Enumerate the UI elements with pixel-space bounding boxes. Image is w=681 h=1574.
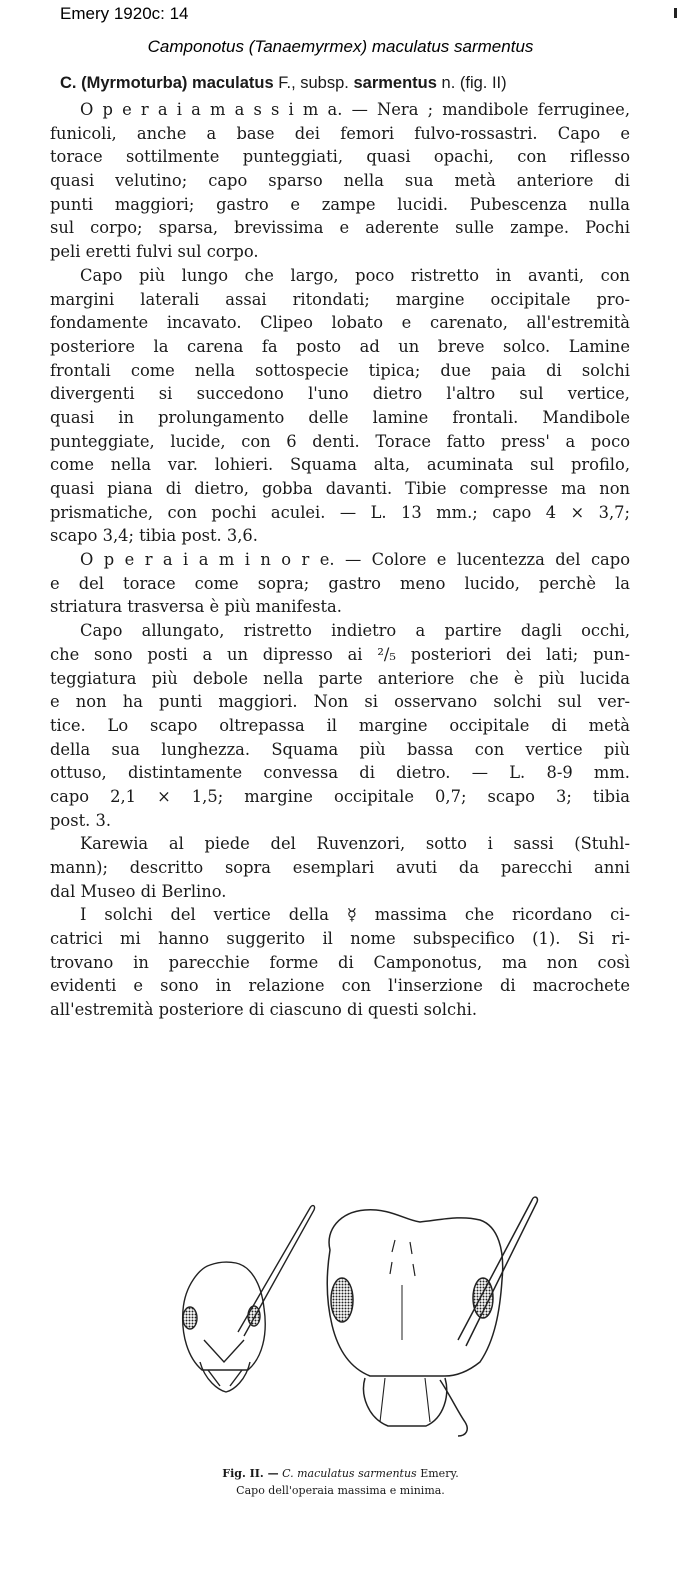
text-line: quasi piana di dietro, gobba davanti. Tibie compresse ma non (50, 479, 630, 498)
caption-label: Fig. II. — (222, 1467, 279, 1480)
author-rank: F., subsp. (278, 74, 349, 92)
corner-mark (674, 8, 677, 18)
text-line: frontali come nella sottospecie tipica; due paia di solchi (50, 360, 630, 380)
text-line: quasi velutino; capo sparso nella sua metà anteriore di (50, 171, 630, 191)
subspecies-name: sarmentus (353, 74, 437, 92)
paragraph-locality (50, 832, 630, 903)
paragraph-minor-head (50, 619, 630, 832)
text-line: Capo più lungo che largo, poco ristretto in avanti, con (80, 265, 630, 285)
text-line: post. 3. (50, 810, 112, 830)
text-line: e non ha punti maggiori. Non si osservano solchi sul ver- (50, 692, 630, 712)
text-line: O p e r a i a m a s s i m a. — Nera ; mandibole ferruginee, (80, 100, 630, 119)
paragraph-etymology (50, 903, 630, 1021)
text-line: teggiatura più debole nella parte anteriore che è più lucida (50, 668, 630, 688)
text-line: punti maggiori; gastro e zampe lucidi. Pubescenza nulla (50, 194, 630, 214)
subgenus-name: (Myrmoturba) (81, 74, 188, 92)
text-line: che sono posti a un dipresso ai ²/₅ posteriori dei lati; pun- (50, 644, 630, 664)
text-line: torace sottilmente punteggiati, quasi opachi, con riflesso (50, 147, 630, 167)
text-line: margini laterali assai ritondati; margine occipitale pro- (50, 289, 630, 309)
species-name: maculatus (192, 74, 274, 92)
text-line: scapo 3,4; tibia post. 3,6. (50, 526, 258, 546)
text-line: dal Museo di Berlino. (50, 881, 227, 901)
text-line: posteriore la carena fa posto ad un breve solco. Lamine (50, 336, 630, 356)
text-line: Karewia al piede del Ruvenzori, sotto i sassi (Stuhl- (80, 834, 630, 854)
caption-author: Emery. (420, 1467, 459, 1480)
caption-taxon: C. maculatus sarmentus (282, 1467, 417, 1480)
citation-header: Emery 1920c: 14 (60, 4, 189, 23)
text-line: e del torace come sopra; gastro meno lucido, perchè la (50, 573, 630, 593)
text-line: evidenti e sono in relazione con l'inserzione di macrochete (50, 976, 630, 996)
text-line: punteggiate, lucide, con 6 denti. Torace fatto press' a poco (50, 431, 630, 451)
text-line: trovano in parecchie forme di Camponotus, ma non così (50, 952, 630, 972)
text-line: funicoli, anche a base dei femori fulvo-rossastri. Capo e (50, 123, 630, 143)
caption-line-1 (0, 1465, 681, 1482)
taxon-subtitle: Camponotus (Tanaemyrmex) maculatus sarmentus (147, 37, 534, 56)
text-line: O p e r a i a m i n o r e. — Colore e lucentezza del capo (80, 550, 630, 570)
text-line: all'estremità posteriore di ciascuno di questi solchi. (50, 1000, 478, 1020)
text-line: prismatiche, con pochi aculei. — L. 13 mm.; capo 4 × 3,7; (50, 502, 630, 522)
text-line: catrici mi hanno suggerito il nome subspecifico (1). Si ri- (50, 929, 630, 949)
text-line: I solchi del vertice della ☿ massima che ricordano ci- (80, 905, 630, 925)
text-line: capo 2,1 × 1,5; margine occipitale 0,7; scapo 3; tibia (50, 786, 630, 806)
text-line: della sua lunghezza. Squama più bassa con vertice più (50, 739, 630, 759)
heading-tail: n. (fig. II) (441, 74, 507, 92)
article-body (50, 68, 630, 1022)
text-line: striatura trasversa è più manifesta. (50, 597, 342, 617)
text-line: fondamente incavato. Clipeo lobato e carenato, all'estremità (50, 313, 630, 333)
figure-caption (0, 1465, 681, 1499)
major-worker-head (327, 1197, 537, 1436)
paragraph-minor-worker (50, 548, 630, 619)
text-line: quasi in prolungamento delle lamine frontali. Mandibole (50, 407, 630, 427)
caption-line-2: Capo dell'operaia massima e minima. (236, 1484, 445, 1497)
head-illustration (140, 1190, 560, 1460)
paragraph-major-head (50, 264, 630, 548)
minor-worker-head (183, 1206, 315, 1392)
text-line: come nella var. lohieri. Squama alta, acuminata sul profilo, (50, 455, 630, 475)
text-line: sul corpo; sparsa, brevissima e aderente sulle zampe. Pochi (50, 218, 630, 238)
paragraph-major-worker (50, 98, 630, 264)
text-line: divergenti si succedono l'uno dietro l'altro sul vertice, (50, 384, 630, 404)
text-line: peli eretti fulvi sul corpo. (50, 242, 259, 262)
text-line: tice. Lo scapo oltrepassa il margine occipitale di metà (50, 715, 630, 735)
taxon-heading (50, 68, 630, 98)
text-line: ottuso, distintamente convessa di dietro. — L. 8-9 mm. (50, 763, 630, 783)
genus-abbrev: C. (60, 74, 77, 92)
text-line: mann); descritto sopra esemplari avuti da parecchi anni (50, 858, 630, 877)
text-line: Capo allungato, ristretto indietro a partire dagli occhi, (80, 621, 630, 641)
